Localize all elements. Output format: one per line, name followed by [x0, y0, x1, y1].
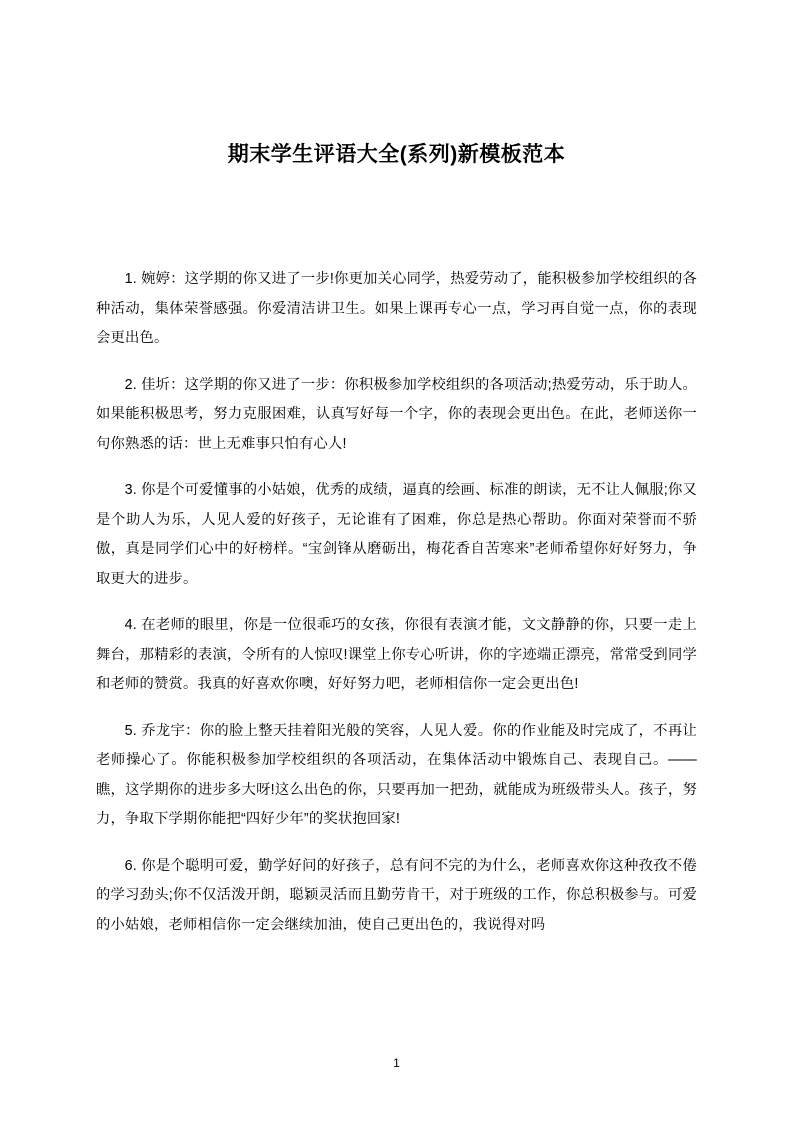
page-number: 1 — [393, 1056, 400, 1070]
paragraph-3: 3. 你是个可爱懂事的小姑娘，优秀的成绩，逼真的绘画、标准的朗读，无不让人佩服;你又是个助人为乐，人见人爱的好孩子，无论谁有了困难，你总是热心帮助。你面对荣誉而不骄傲，真是同学们心中的好榜样。“宝剑锋从磨砺出，梅花香自苦寒来”老师希望你好好努力，争取更大的进步。 — [96, 482, 697, 587]
document-body — [96, 265, 697, 940]
paragraph-1: 1. 婉婷：这学期的你又进了一步!你更加关心同学，热爱劳动了，能积极参加学校组织的各种活动，集体荣誉感强。你爱清洁讲卫生。如果上课再专心一点，学习再自觉一点，你的表现会更出色。 — [96, 271, 697, 347]
paragraph-2: 2. 佳圻：这学期的你又进了一步：你积极参加学校组织的各项活动;热爱劳动，乐于助人。如果能积极思考，努力克服困难，认真写好每一个字，你的表现会更出色。在此，老师送你一句你熟悉的话：世上无难事只怕有心人! — [96, 376, 697, 452]
page-title: 期末学生评语大全(系列)新模板范本 — [227, 143, 566, 166]
paragraph-6: 6. 你是个聪明可爱，勤学好问的好孩子，总有问不完的为什么，老师喜欢你这种孜孜不倦的学习劲头;你不仅活泼开朗，聪颖灵活而且勤劳肯干，对于班级的工作，你总积极参与。可爱的小姑娘，老师相信你一定会继续加油，使自己更出色的，我说得对吗 — [96, 857, 697, 933]
paragraph-5: 5. 乔龙宇：你的脸上整天挂着阳光般的笑容，人见人爱。你的作业能及时完成了，不再让老师操心了。你能积极参加学校组织的各项活动，在集体活动中锻炼自己、表现自己。——瞧，这学期你的进步多大呀!这么出色的你，只要再加一把劲，就能成为班级带头人。孩子，努力，争取下学期你能把“四好少年”的奖状抱回家! — [96, 722, 697, 828]
paragraph-4: 4. 在老师的眼里，你是一位很乖巧的女孩，你很有表演才能，文文静静的你，只要一走上舞台，那精彩的表演，令所有的人惊叹!课堂上你专心听讲，你的字迹端正漂亮，常常受到同学和老师的赞赏。我真的好喜欢你噢，好好努力吧，老师相信你一定会更出色! — [96, 617, 697, 693]
